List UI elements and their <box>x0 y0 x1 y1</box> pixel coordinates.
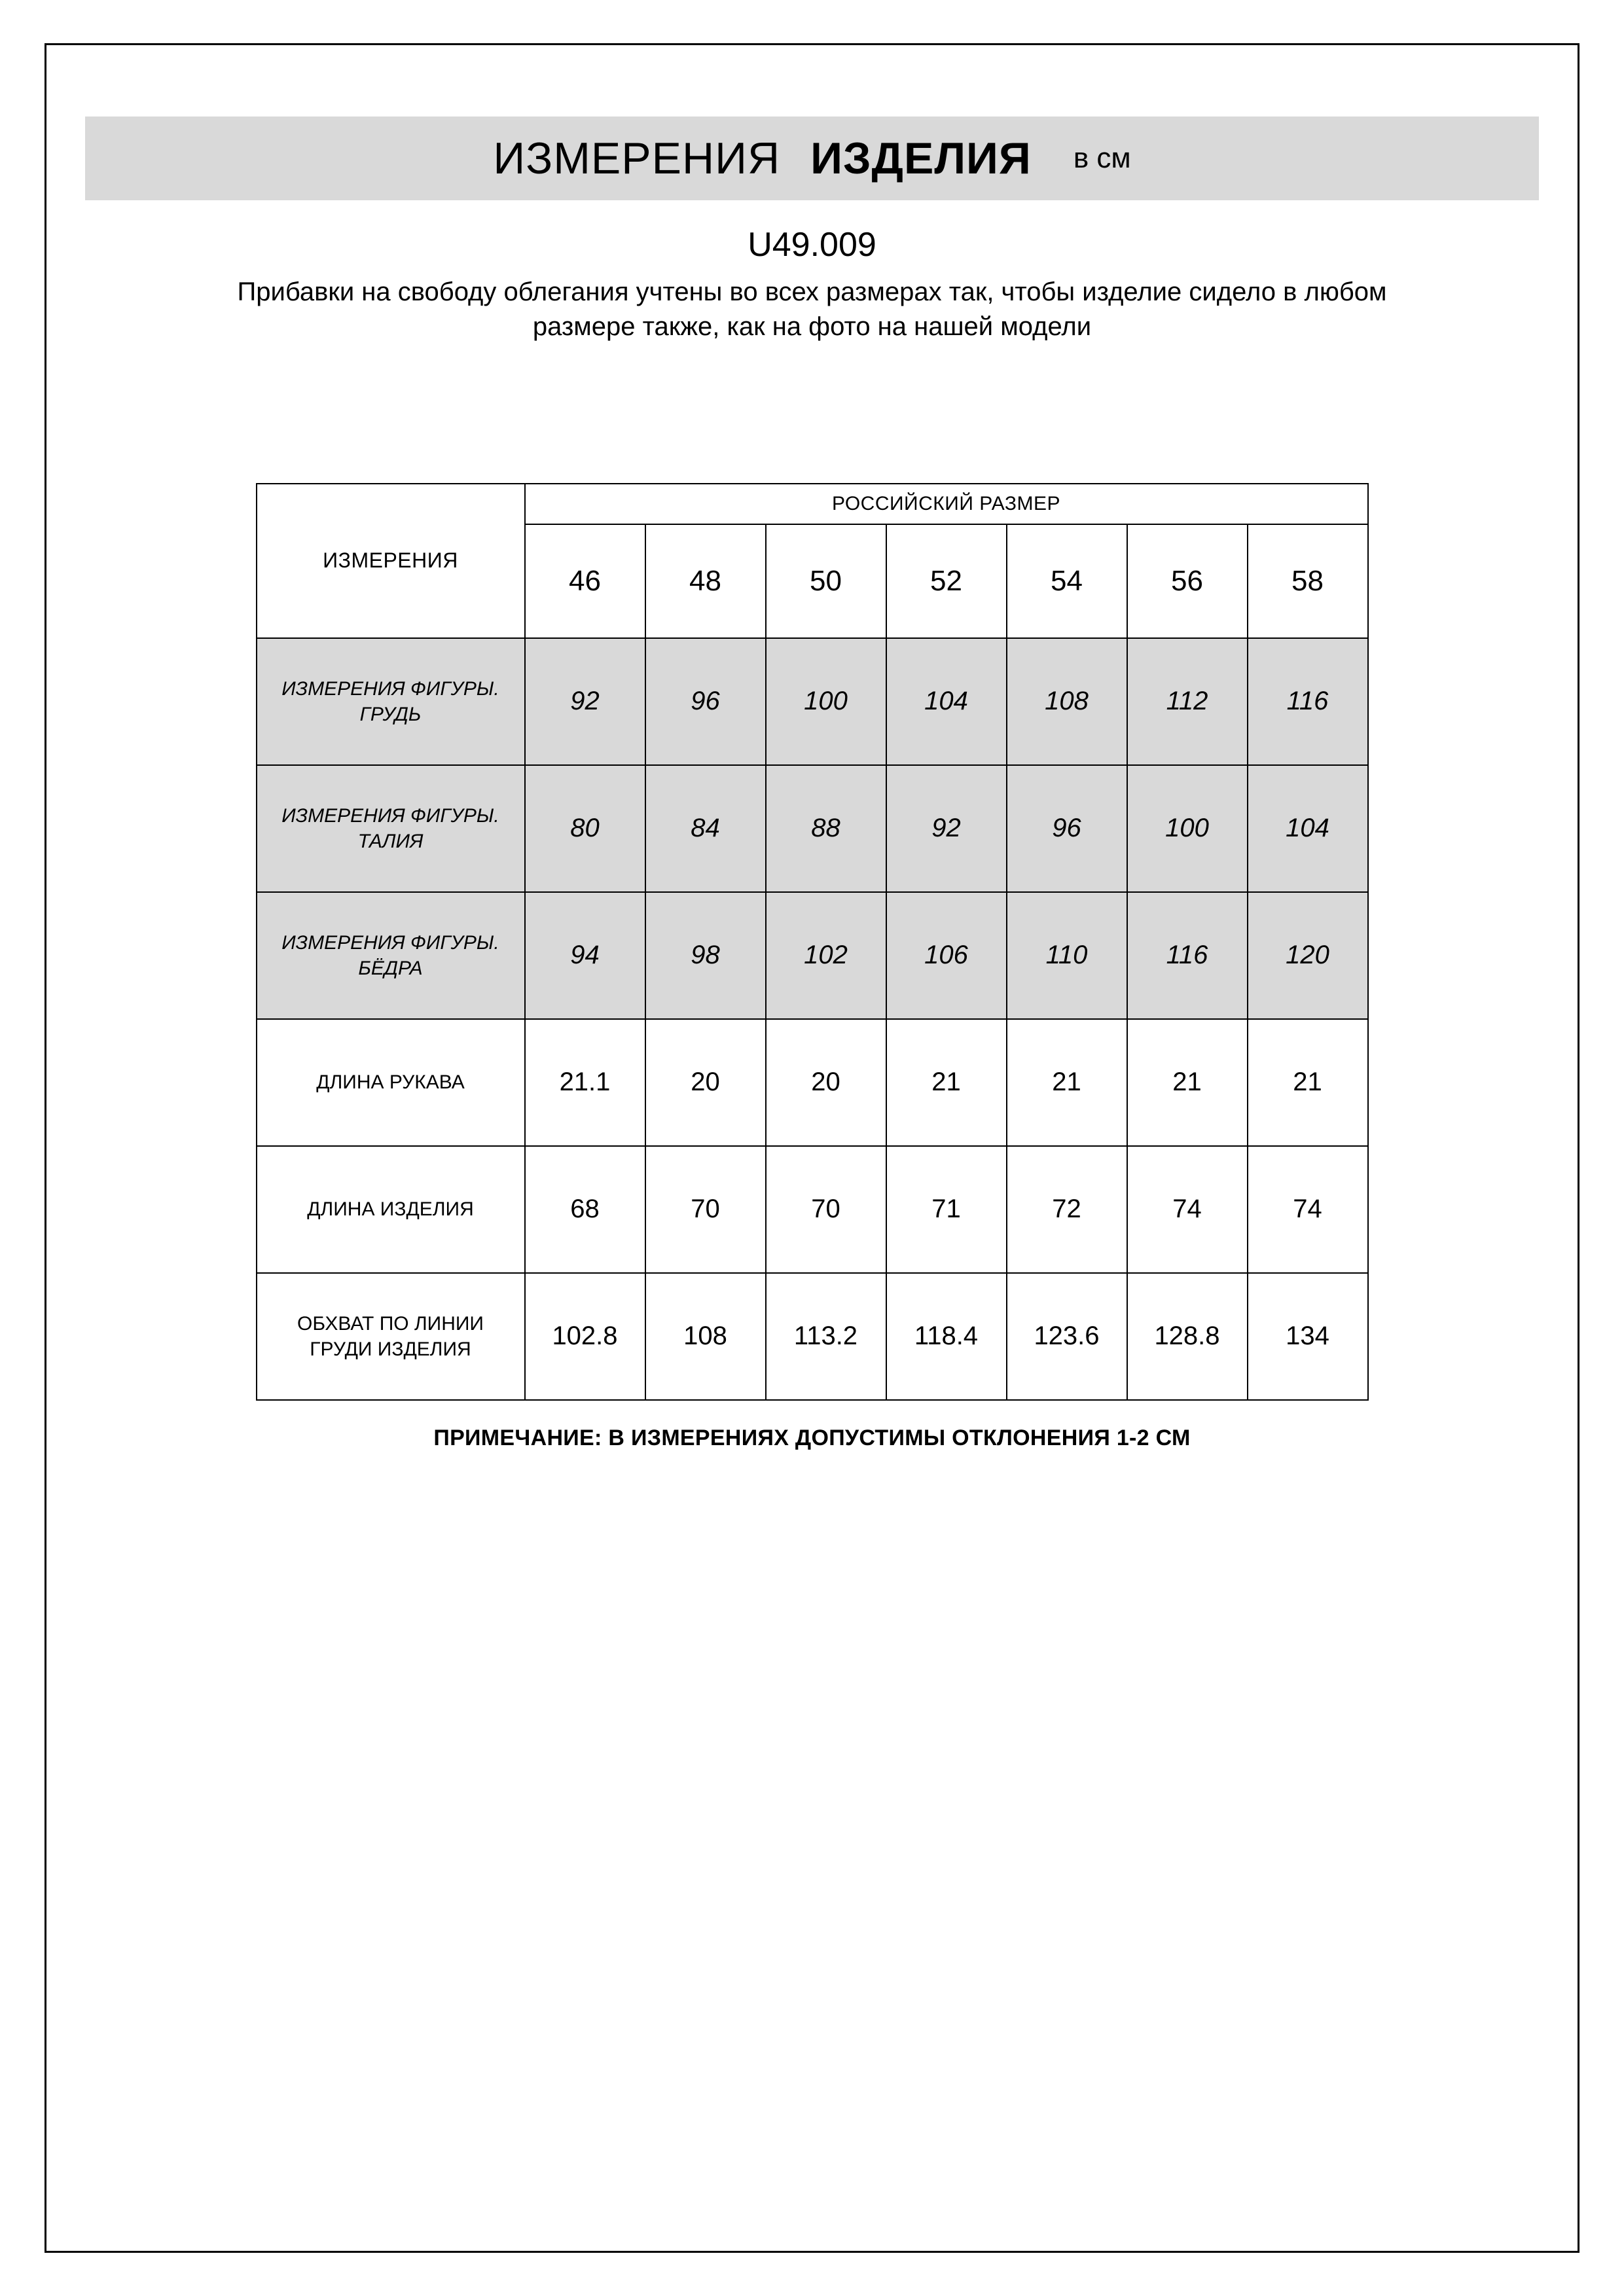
table-row <box>257 765 1368 892</box>
table-cell: 96 <box>645 638 766 765</box>
table-cell: 106 <box>886 892 1007 1019</box>
table-cell: 92 <box>525 638 645 765</box>
table-cell: 120 <box>1248 892 1368 1019</box>
table-cell: 110 <box>1007 892 1127 1019</box>
table-cell: 116 <box>1127 892 1248 1019</box>
measurements-column-header: ИЗМЕРЕНИЯ <box>257 484 525 638</box>
table-cell: 21 <box>1007 1019 1127 1146</box>
row-label: ОБХВАТ ПО ЛИНИИ ГРУДИ ИЗДЕЛИЯ <box>257 1273 525 1400</box>
intro-text: Прибавки на свободу облегания учтены во всех размерах так, чтобы изделие сидело в любом размере также, как на фото на нашей модели <box>237 278 1387 341</box>
table-cell: 68 <box>525 1146 645 1273</box>
table-cell: 123.6 <box>1007 1273 1127 1400</box>
table-cell: 94 <box>525 892 645 1019</box>
size-header-cell: 56 <box>1127 524 1248 638</box>
table-cell: 20 <box>645 1019 766 1146</box>
table-cell: 112 <box>1127 638 1248 765</box>
row-label: ДЛИНА РУКАВА <box>257 1019 525 1146</box>
size-header-cell: 50 <box>766 524 886 638</box>
table-cell: 100 <box>1127 765 1248 892</box>
table-cell: 20 <box>766 1019 886 1146</box>
table-cell: 113.2 <box>766 1273 886 1400</box>
table-cell: 70 <box>645 1146 766 1273</box>
page-title: ИЗМЕРЕНИЯ <box>493 134 781 183</box>
table-cell: 116 <box>1248 638 1368 765</box>
document-title-bar <box>85 117 1539 200</box>
table-row <box>257 1273 1368 1400</box>
table-cell: 21.1 <box>525 1019 645 1146</box>
table-cell: 104 <box>1248 765 1368 892</box>
size-header-cell: 54 <box>1007 524 1127 638</box>
table-cell: 102 <box>766 892 886 1019</box>
document-content <box>45 43 1579 1451</box>
table-cell: 21 <box>1127 1019 1248 1146</box>
size-table <box>256 483 1369 1401</box>
row-label: ИЗМЕРЕНИЯ ФИГУРЫ. ГРУДЬ <box>257 638 525 765</box>
table-cell: 21 <box>886 1019 1007 1146</box>
size-table-wrap <box>45 483 1579 1401</box>
row-label: ДЛИНА ИЗДЕЛИЯ <box>257 1146 525 1273</box>
table-cell: 92 <box>886 765 1007 892</box>
size-header-cell: 52 <box>886 524 1007 638</box>
size-header-cell: 48 <box>645 524 766 638</box>
table-cell: 70 <box>766 1146 886 1273</box>
table-cell: 71 <box>886 1146 1007 1273</box>
table-row <box>257 1146 1368 1273</box>
row-label: ИЗМЕРЕНИЯ ФИГУРЫ. ТАЛИЯ <box>257 765 525 892</box>
size-header-cell: 58 <box>1248 524 1368 638</box>
table-cell: 134 <box>1248 1273 1368 1400</box>
table-cell: 74 <box>1127 1146 1248 1273</box>
table-cell: 98 <box>645 892 766 1019</box>
table-cell: 102.8 <box>525 1273 645 1400</box>
footer-note: ПРИМЕЧАНИЕ: В ИЗМЕРЕНИЯХ ДОПУСТИМЫ ОТКЛОНЕНИЯ 1-2 СМ <box>433 1425 1191 1450</box>
table-cell: 118.4 <box>886 1273 1007 1400</box>
page-title-emphasis: ИЗДЕЛИЯ <box>810 134 1032 183</box>
table-cell: 74 <box>1248 1146 1368 1273</box>
table-cell: 100 <box>766 638 886 765</box>
table-cell: 80 <box>525 765 645 892</box>
table-cell: 72 <box>1007 1146 1127 1273</box>
table-cell: 21 <box>1248 1019 1368 1146</box>
unit-label: в см <box>1073 142 1131 174</box>
table-cell: 84 <box>645 765 766 892</box>
size-group-header: РОССИЙСКИЙ РАЗМЕР <box>525 484 1368 524</box>
table-row <box>257 638 1368 765</box>
table-cell: 108 <box>645 1273 766 1400</box>
table-cell: 108 <box>1007 638 1127 765</box>
table-cell: 96 <box>1007 765 1127 892</box>
table-cell: 128.8 <box>1127 1273 1248 1400</box>
table-row <box>257 892 1368 1019</box>
table-header-row-group <box>257 484 1368 524</box>
table-cell: 104 <box>886 638 1007 765</box>
article-code: U49.009 <box>748 226 876 264</box>
row-label: ИЗМЕРЕНИЯ ФИГУРЫ. БЁДРА <box>257 892 525 1019</box>
table-cell: 88 <box>766 765 886 892</box>
size-header-cell: 46 <box>525 524 645 638</box>
table-row <box>257 1019 1368 1146</box>
